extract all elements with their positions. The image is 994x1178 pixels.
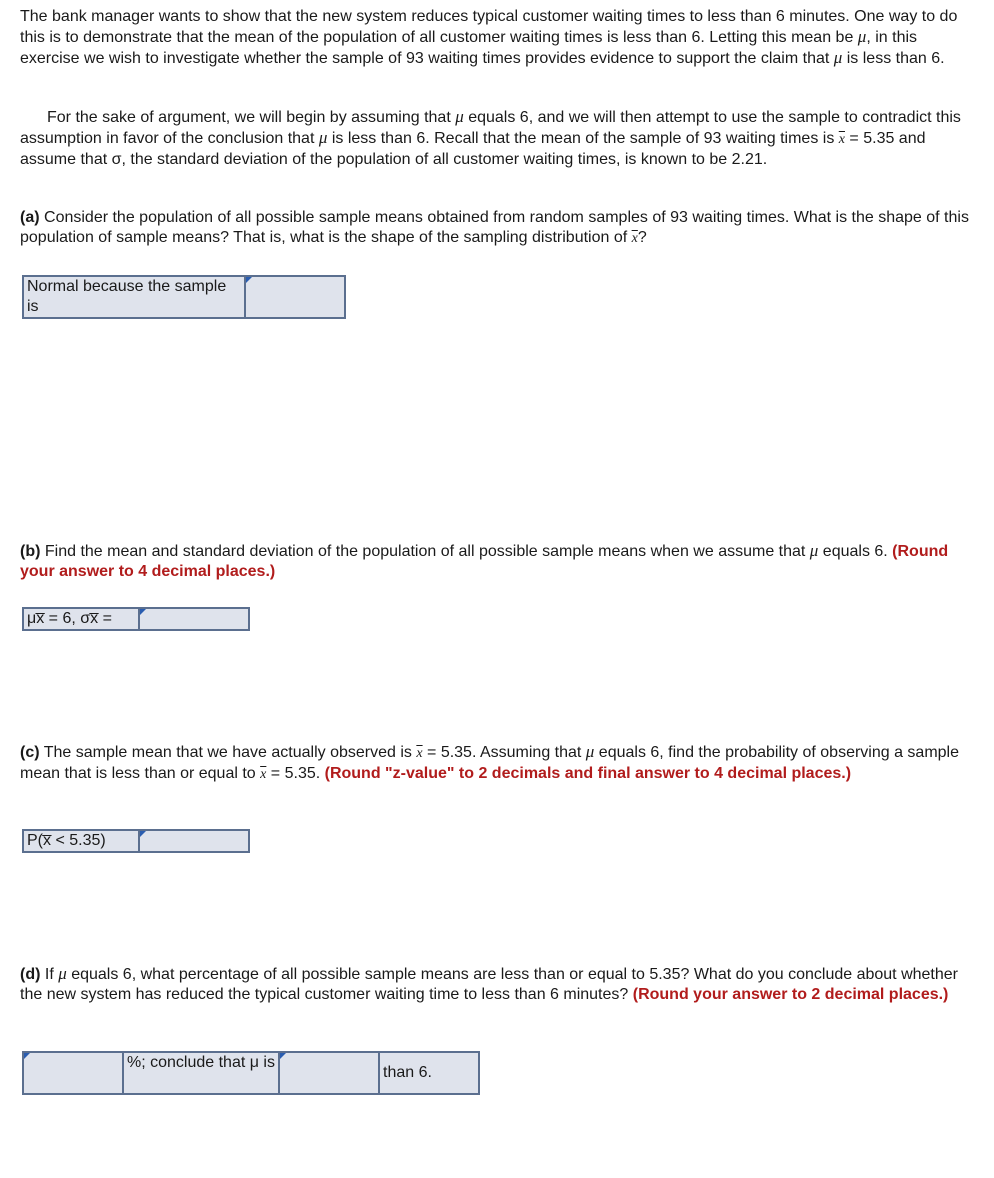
part-a-answer-row: [22, 275, 346, 319]
part-d-mid-label: %; conclude that μ is: [123, 1052, 279, 1094]
part-b-sigma-input[interactable]: [139, 608, 249, 630]
part-d-percentage-input[interactable]: [23, 1052, 123, 1094]
part-c-answer-row: [22, 829, 250, 853]
part-d-question: (d) If μ equals 6, what percentage of all possible sample means are less than or equal to 5.35? What do you conclude about whether the new system has reduced the typical customer waiting time to less than 6 minutes? (Round your answer to 2 decimal places.): [20, 964, 958, 1003]
intro-paragraph-2: For the sake of argument, we will begin by assuming that μ equals 6, and we will then attempt to use the sample to contradict this assumption in favor of the conclusion that μ is less than 6. Recall that the mean of the sample of 93 waiting times is $\overline{x} = 5.35$ and assume that σ, the standard deviation of the population of all customer waiting times, is known to be 2.21.: [20, 107, 961, 168]
part-b-answer-label: μx̅ = 6, σx̅ =: [23, 608, 139, 630]
intro-paragraph-1: The bank manager wants to show that the new system reduces typical customer waiting times to less than 6 minutes. One way to do this is to demonstrate that the mean of the population of all customer waiting times is less than 6. Letting this mean be μ, in this exercise we wish to investigate whether the sample of 93 waiting times provides evidence to support the claim that μ is less than 6.: [20, 8, 958, 67]
part-d-end-label: than 6.: [379, 1052, 479, 1094]
part-d-answer-row: [22, 1051, 480, 1095]
part-d-conclusion-dropdown[interactable]: [279, 1052, 379, 1094]
part-c-question: (c) The sample mean that we have actually observed is $\overline{x} = 5.35$. Assuming that μ equals 6, find the probability of observing a sample mean that is less than or equal to $\overline{x} = 5.35$. (Round "z-value" to 2 decimals and final answer to 4 decimal places.): [20, 742, 960, 782]
part-c-probability-input[interactable]: [139, 830, 249, 852]
part-b-answer-row: [22, 607, 250, 631]
part-a-answer-label: Normal because the sample is: [23, 276, 245, 318]
part-c-answer-label: P(x̅ < 5.35): [23, 830, 139, 852]
part-b-question: (b) Find the mean and standard deviation of the population of all possible sample means when we assume that μ equals 6. (Round your answer to 4 decimal places.): [20, 541, 949, 580]
part-a-answer-dropdown[interactable]: [245, 276, 345, 318]
part-a-question: (a) Consider the population of all possible sample means obtained from random samples of 93 waiting times. What is the shape of this population of sample means? That is, what is the shape of the sampling distribution of $\overline{x}$?: [20, 209, 969, 246]
